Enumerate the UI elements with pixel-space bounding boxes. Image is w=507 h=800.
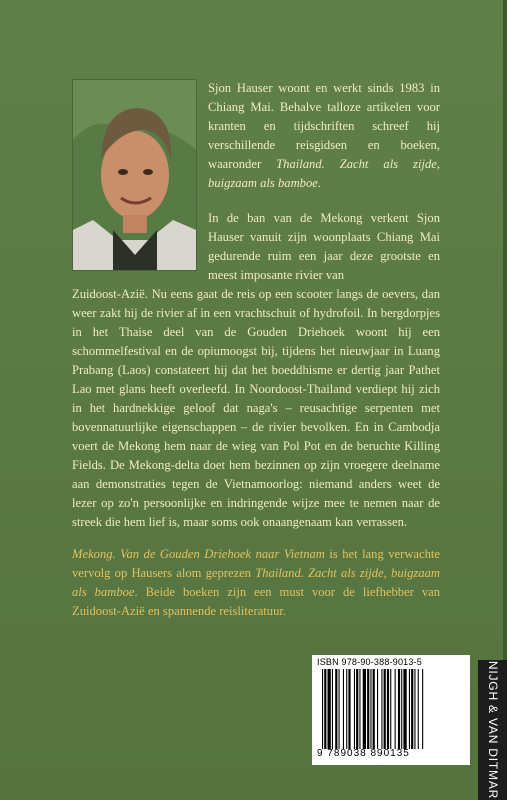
promo-text-1: is het lang verwachte vervolg op Hausers alom geprezen <box>72 547 440 580</box>
publisher-spine-label <box>478 660 507 800</box>
isbn-label: ISBN 978-90-388-9013-5 <box>317 657 422 667</box>
author-bio <box>208 79 440 193</box>
promo-text <box>72 545 440 621</box>
description-intro: In de ban van de Mekong verkent Sjon Hauser vanuit zijn woonplaats Chiang Mai gedurende ruim een jaar deze grootste en meest imposante rivier van <box>208 211 440 282</box>
barcode-icon <box>318 669 464 749</box>
promo-book-title: Mekong. Van de Gouden Driehoek naar Vietnam <box>72 547 325 561</box>
author-photo <box>72 79 197 271</box>
bio-book-title: Thailand. Zacht als zijde, buigzaam als bamboe <box>208 157 440 190</box>
bio-text: Sjon Hauser woont en werkt sinds 1983 in Chiang Mai. Behalve talloze artikelen voor kranten en tijdschriften schreef hij verschillende reisgidsen en boeken, waaronder <box>208 81 440 171</box>
barcode-panel <box>312 655 470 765</box>
promo-text-2: . Beide boeken zijn een must voor de liefhebber van Zuidoost-Azië en spannende reisliteratuur. <box>72 585 441 618</box>
promo-previous-title: Thailand. Zacht als zijde, buigzaam als bamboe <box>72 566 440 599</box>
bio-end: . <box>317 176 322 190</box>
barcode-digits: 9 789038 890135 <box>317 748 410 759</box>
description-body: Zuidoost-Azië. Nu eens gaat de reis op een scooter langs de oevers, dan weer zakt hij de rivier af in een vrachtschuit of hydrofoil. In bergdorpjes in het Thaise deel van de Gouden Driehoek woont hij een schommelfestival en de opiumoogst bij, tijdens het nieuwjaar in Luang Prabang (Laos) constateert hij dat het boeddhisme er dertig jaar Pathet Lao met glans heeft overleefd. In Noordoost-Thailand verdiept hij zich in het hardnekkige geloof dat naga's – reusachtige serpenten met bovennatuurlijke eigenschappen – de rivier bevolken. En in Cambodja voert de Mekong hem naar de wieg van Pol Pot en de beruchte Killing Fields. De Mekong-delta doet hem bezinnen op zijn vroegere deelname aan demonstraties tegen de Vietnamoorlog: niemand anders weet de lezer op zo'n persoonlijke en indringende wijze mee te nemen naar de streek die hem lief is, maar soms ook onaangenaam kan verrassen. <box>72 287 440 529</box>
publisher-name: NIJGH & VAN DITMAR <box>485 660 500 800</box>
